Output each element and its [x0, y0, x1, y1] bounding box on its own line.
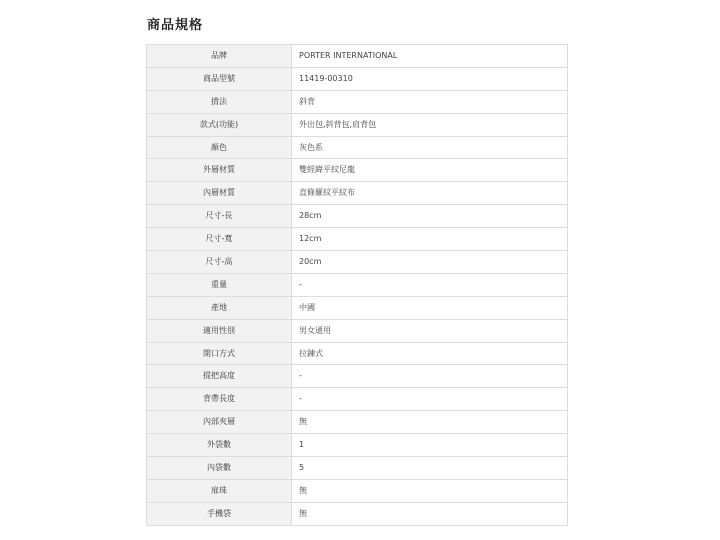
- table-row: [147, 296, 568, 319]
- spec-label: 提把高度: [147, 365, 292, 388]
- table-row: [147, 388, 568, 411]
- table-row: [147, 342, 568, 365]
- table-row: [147, 113, 568, 136]
- table-row: [147, 457, 568, 480]
- spec-value: 拉鍊式: [292, 342, 568, 365]
- table-row: [147, 136, 568, 159]
- table-row: [147, 365, 568, 388]
- spec-label: 內部夾層: [147, 411, 292, 434]
- spec-value: 11419-00310: [292, 67, 568, 90]
- spec-value: 28cm: [292, 205, 568, 228]
- spec-value: 5: [292, 457, 568, 480]
- spec-label: 背帶長度: [147, 388, 292, 411]
- spec-value: 20cm: [292, 251, 568, 274]
- spec-value: 外出包,斜背包,肩背包: [292, 113, 568, 136]
- table-row: [147, 479, 568, 502]
- spec-value: -: [292, 273, 568, 296]
- spec-label: 產地: [147, 296, 292, 319]
- spec-label: 款式(功能): [147, 113, 292, 136]
- spec-value: 斜背: [292, 90, 568, 113]
- spec-value: 灰色系: [292, 136, 568, 159]
- spec-label: 揹法: [147, 90, 292, 113]
- section-title: 商品規格: [147, 18, 204, 33]
- spec-label: 開口方式: [147, 342, 292, 365]
- table-row: [147, 45, 568, 68]
- spec-value: 1: [292, 434, 568, 457]
- spec-label: 重量: [147, 273, 292, 296]
- spec-label: 內層材質: [147, 182, 292, 205]
- spec-value: 12cm: [292, 228, 568, 251]
- spec-label: 商品型號: [147, 67, 292, 90]
- spec-value: -: [292, 388, 568, 411]
- spec-value: 中國: [292, 296, 568, 319]
- table-row: [147, 205, 568, 228]
- table-row: [147, 159, 568, 182]
- spec-label: 外層材質: [147, 159, 292, 182]
- spec-table: [146, 44, 568, 526]
- table-row: [147, 251, 568, 274]
- spec-value: PORTER INTERNATIONAL: [292, 45, 568, 68]
- table-row: [147, 319, 568, 342]
- table-row: [147, 273, 568, 296]
- spec-value: 男女通用: [292, 319, 568, 342]
- spec-label: 尺寸-高: [147, 251, 292, 274]
- table-row: [147, 434, 568, 457]
- spec-label: 內袋數: [147, 457, 292, 480]
- spec-value: 無: [292, 502, 568, 525]
- table-row: [147, 90, 568, 113]
- spec-label: 尺寸-寬: [147, 228, 292, 251]
- spec-value: 無: [292, 411, 568, 434]
- spec-label: 扉珠: [147, 479, 292, 502]
- spec-label: 手機袋: [147, 502, 292, 525]
- spec-value: 雙經緯平紋尼龍: [292, 159, 568, 182]
- spec-value: 無: [292, 479, 568, 502]
- spec-label: 適用性別: [147, 319, 292, 342]
- table-row: [147, 182, 568, 205]
- spec-label: 外袋數: [147, 434, 292, 457]
- spec-label: 尺寸-長: [147, 205, 292, 228]
- table-row: [147, 228, 568, 251]
- table-row: [147, 502, 568, 525]
- table-row: [147, 67, 568, 90]
- table-row: [147, 411, 568, 434]
- spec-label: 品牌: [147, 45, 292, 68]
- spec-value: -: [292, 365, 568, 388]
- spec-label: 顏色: [147, 136, 292, 159]
- spec-value: 直條羅紋平紋布: [292, 182, 568, 205]
